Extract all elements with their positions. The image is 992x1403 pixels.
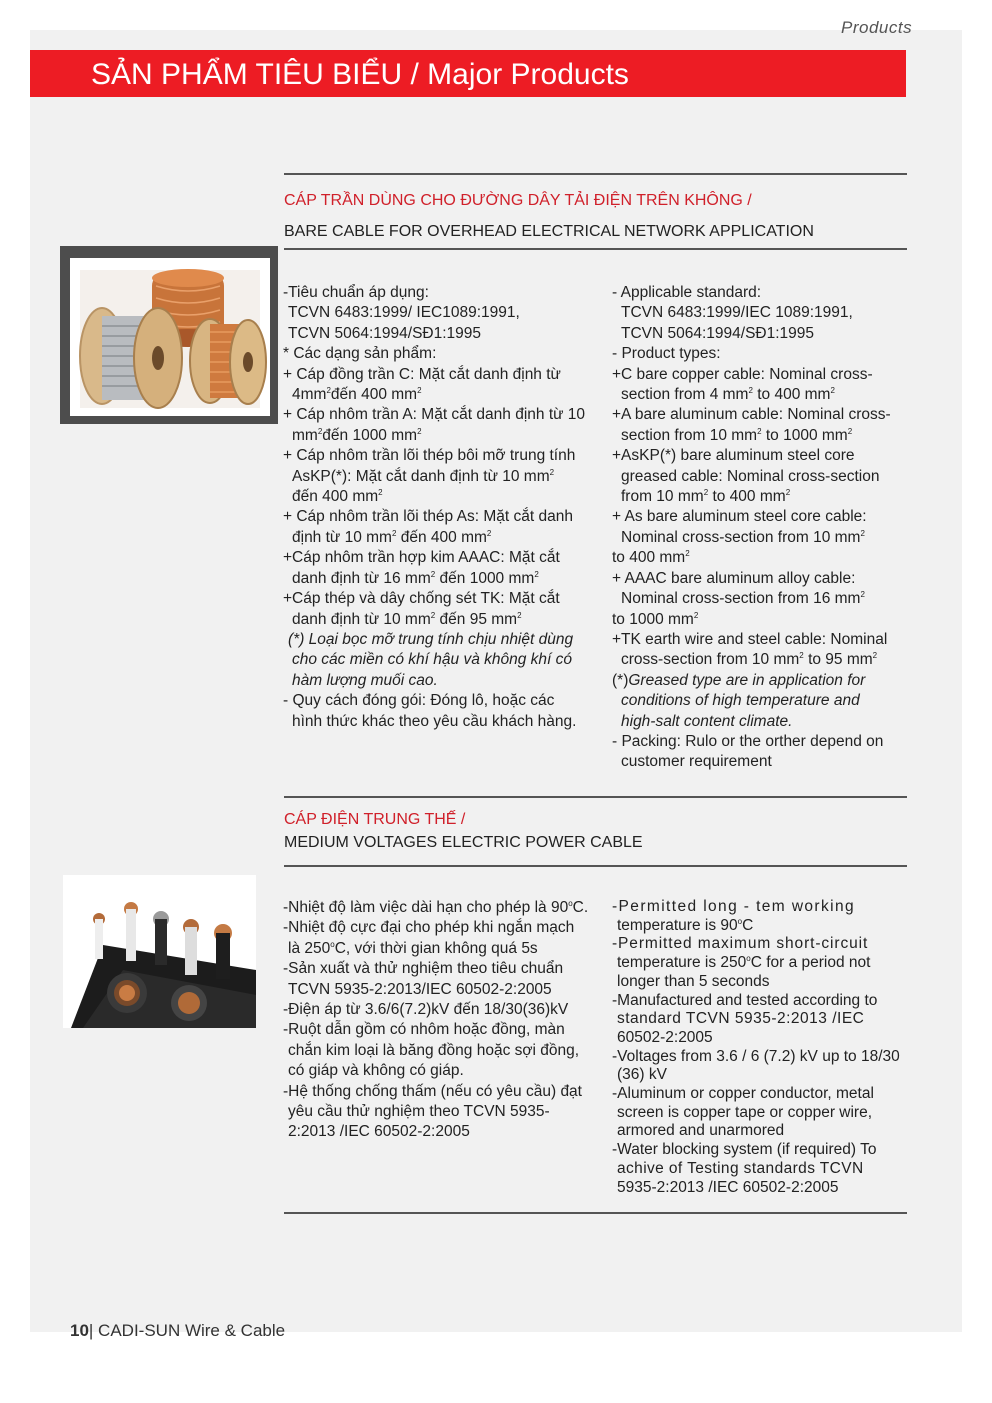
section-divider — [284, 248, 907, 250]
text-line: + Cáp nhôm trần A: Mặt cắt danh định từ 10 — [283, 406, 586, 424]
text-line: - Packing: Rulo or the orther depend on — [612, 732, 884, 750]
text-line: đến 95 mm — [439, 610, 518, 628]
text-line: -Hệ thống chống thấm (nếu có yêu cầu) đạt — [283, 1082, 582, 1100]
text-line: Nominal cross-section from 16 mm — [621, 590, 861, 608]
superscript: o — [330, 939, 335, 949]
text-line: -Nhiệt độ làm việc dài hạn cho phép là 90 — [283, 899, 569, 916]
text-line — [612, 405, 907, 425]
text-line: -Sản xuất và thử nghiệm theo tiêu chuẩn — [283, 960, 564, 978]
text-line: danh định từ 10 mm — [292, 610, 431, 628]
text-line: C. — [572, 899, 589, 916]
running-head: Products — [841, 18, 913, 37]
text-line — [612, 324, 907, 344]
superscript: 2 — [872, 651, 878, 661]
text-line: - Quy cách đóng gói: Đóng lô, hoặc các — [283, 692, 555, 710]
text-line — [612, 1122, 907, 1141]
text-line — [612, 732, 907, 752]
text-line: 5935-2:2013 /IEC 60502-2:2005 — [617, 1178, 839, 1196]
text-line: to 400 mm — [612, 549, 686, 567]
text-line: -Permitted long - tem working — [612, 898, 856, 915]
text-line — [612, 446, 907, 466]
text-line: đến 400 mm — [400, 528, 487, 546]
text-line — [283, 507, 596, 527]
text-line — [612, 1141, 907, 1160]
superscript: 2 — [326, 386, 331, 396]
text-line — [283, 426, 596, 446]
text-line: đến 400 mm — [292, 488, 379, 506]
page-title-bar — [30, 50, 906, 97]
text-line — [612, 1048, 907, 1067]
text-line: screen is copper tape or copper wire, — [617, 1103, 873, 1121]
text-line — [612, 752, 907, 772]
text-line: section from 4 mm — [621, 386, 749, 404]
text-line: chắn kim loại là băng đồng hoặc sợi đồng, — [288, 1041, 580, 1059]
superscript: o — [568, 899, 573, 908]
text-line: +A bare aluminum cable: Nominal cross- — [612, 406, 891, 424]
text-line: from 10 mm — [621, 488, 704, 506]
text-line: achive of Testing standards TCVN — [617, 1159, 864, 1177]
text-line: -Tiêu chuẩn áp dụng: — [283, 284, 429, 301]
text-line: định từ 10 mm — [292, 528, 392, 546]
text-line: + Cáp nhôm trần lõi thép bôi mỡ trung tính — [283, 447, 576, 465]
text-line — [283, 589, 596, 609]
text-line — [612, 569, 907, 589]
text-line: TCVN 5064:1994/SĐ1:1995 — [288, 324, 482, 342]
text-line: mm — [292, 426, 318, 444]
text-line: -Ruột dẫn gồm có nhôm hoặc đồng, màn — [283, 1021, 565, 1039]
section2-title-vn: CÁP ĐIỆN TRUNG THẾ / — [284, 811, 466, 828]
text-line — [612, 1029, 907, 1048]
text-line — [612, 1085, 907, 1104]
superscript: 2 — [391, 528, 397, 538]
text-line — [283, 959, 597, 979]
text-line: high-salt content climate. — [621, 712, 793, 730]
text-line: đến 1000 mm — [322, 426, 418, 444]
text-line — [283, 324, 596, 344]
text-line — [283, 303, 596, 323]
text-line: temperature is 250 — [617, 954, 747, 972]
text-line: to 1000 mm — [765, 426, 848, 444]
text-line: longer than 5 seconds — [617, 972, 770, 990]
text-line — [283, 1020, 597, 1040]
section2-title-en: MEDIUM VOLTAGES ELECTRIC POWER CABLE — [284, 834, 643, 851]
superscript: 2 — [847, 426, 853, 436]
superscript: 2 — [703, 488, 709, 498]
text-line — [612, 467, 907, 487]
page-title: SẢN PHẨM TIÊU BIỂU / Major Products — [91, 58, 629, 91]
text-line — [283, 487, 596, 507]
text-line: section from 10 mm — [621, 426, 758, 444]
text-line: -Nhiệt độ cực đại cho phép khi ngắn mạch — [283, 919, 575, 937]
text-line — [612, 1066, 907, 1085]
text-line: có giáp và không có giáp. — [288, 1062, 464, 1080]
text-line — [612, 992, 907, 1011]
text-line: cross-section from 10 mm — [621, 651, 800, 669]
text-line: là 250 — [288, 939, 331, 957]
text-line: -Manufactured and tested according to — [612, 991, 878, 1009]
superscript: 2 — [517, 610, 522, 620]
text-line — [612, 426, 907, 446]
text-line — [612, 507, 907, 527]
superscript: 2 — [317, 426, 323, 436]
text-line — [283, 898, 597, 918]
superscript: 2 — [799, 651, 804, 661]
text-line: hình thức khác theo yêu cầu khách hàng. — [292, 712, 577, 730]
text-line: + Cáp nhôm trần lõi thép As: Mặt cắt danh — [283, 508, 573, 526]
text-line — [612, 712, 907, 732]
text-line — [612, 954, 907, 973]
text-line: 60502-2:2005 — [617, 1028, 713, 1046]
text-line — [612, 898, 907, 917]
superscript: o — [746, 954, 751, 964]
text-line — [283, 630, 596, 650]
text-line — [612, 487, 907, 507]
section-divider — [284, 1212, 907, 1214]
text-line: yêu cầu thử nghiệm theo TCVN 5935- — [288, 1103, 550, 1121]
text-line: Nominal cross-section from 10 mm — [621, 528, 861, 546]
text-line: TCVN 5064:1994/SĐ1:1995 — [621, 324, 815, 342]
text-line: temperature is 90 — [617, 916, 738, 934]
text-line — [283, 1122, 597, 1142]
text-line — [283, 344, 596, 364]
text-line — [283, 939, 597, 959]
text-line — [612, 1160, 907, 1179]
text-line — [612, 935, 907, 954]
text-line: -Điện áp từ 3.6/6(7.2)kV đến 18/30(36)kV — [283, 1001, 569, 1019]
text-line — [612, 589, 907, 609]
text-line: +TK earth wire and steel cable: Nominal — [612, 630, 888, 648]
text-line: 4mm — [292, 386, 327, 404]
text-line: +C bare copper cable: Nominal cross- — [612, 365, 873, 383]
text-line: to 400 mm — [757, 386, 831, 404]
text-line — [283, 405, 596, 425]
bare-cable-image — [60, 246, 278, 424]
text-line: - Product types: — [612, 345, 721, 363]
text-line: greased cable: Nominal cross-section — [621, 467, 880, 485]
text-line: conditions of high temperature and — [621, 692, 860, 710]
power-cable-illustration — [63, 875, 256, 1028]
superscript: 2 — [549, 467, 555, 477]
text-line: Greased type are in application for — [628, 671, 866, 689]
text-line — [283, 712, 596, 732]
text-line — [283, 446, 596, 466]
superscript: 2 — [417, 386, 422, 396]
text-line: to 1000 mm — [612, 610, 694, 628]
text-line: -Water blocking system (if required) To — [612, 1141, 877, 1159]
text-line — [612, 303, 907, 323]
text-line — [283, 528, 596, 548]
text-line: C for a period not — [750, 954, 871, 972]
text-line — [612, 973, 907, 992]
superscript: 2 — [757, 426, 762, 436]
text-line — [612, 528, 907, 548]
text-line: -Aluminum or copper conductor, metal — [612, 1085, 874, 1103]
text-line: C, với thời gian không quá 5s — [334, 939, 538, 957]
superscript: 2 — [785, 488, 791, 498]
text-line: đến 400 mm — [330, 386, 418, 404]
section1-title-en: BARE CABLE FOR OVERHEAD ELECTRICAL NETWORK APPLICATION — [284, 223, 814, 240]
text-line — [612, 344, 907, 364]
section-divider — [284, 865, 907, 867]
text-line — [283, 1102, 597, 1122]
text-line — [612, 548, 907, 568]
text-line: standard TCVN 5935-2:2013 /IEC — [617, 1010, 865, 1028]
section1-title-vn: CÁP TRẦN DÙNG CHO ĐƯỜNG DÂY TẢI ĐIỆN TRÊN KHÔNG / — [284, 192, 752, 209]
text-line: C — [742, 916, 754, 934]
superscript: 2 — [417, 426, 422, 436]
text-line — [283, 569, 596, 589]
superscript: 2 — [534, 569, 539, 579]
text-line — [612, 691, 907, 711]
text-line: armored and unarmored — [617, 1122, 785, 1140]
text-line — [612, 671, 907, 691]
text-line: (*) — [612, 671, 629, 689]
superscript: o — [737, 916, 743, 926]
superscript: 2 — [378, 488, 383, 498]
text-line: + Cáp đồng trần C: Mặt cắt danh định từ — [283, 365, 561, 383]
text-line — [283, 467, 596, 487]
text-line — [612, 917, 907, 936]
text-line — [283, 1082, 597, 1102]
text-line: đến 1000 mm — [439, 569, 535, 587]
text-line — [283, 1061, 597, 1081]
text-line — [283, 691, 596, 711]
superscript: 2 — [486, 528, 492, 538]
superscript: 2 — [685, 549, 690, 559]
text-line — [283, 650, 596, 670]
text-line: TCVN 5935-2:2013/IEC 60502-2:2005 — [288, 980, 552, 998]
medium-voltage-cable-image — [63, 875, 256, 1028]
text-line: -Permitted maximum short-circuit — [612, 935, 869, 953]
page-number: 10 — [70, 1321, 89, 1340]
page — [30, 18, 962, 1340]
superscript: 2 — [860, 590, 865, 600]
text-line — [283, 1000, 597, 1020]
text-line — [612, 1010, 907, 1029]
text-line — [612, 610, 907, 630]
text-line: 2:2013 /IEC 60502-2:2005 — [288, 1123, 470, 1141]
text-line — [612, 650, 907, 670]
text-line: TCVN 6483:1999/ IEC1089:1991, — [288, 304, 520, 322]
section1-vn-column — [283, 283, 596, 732]
text-line: -Voltages from 3.6 / 6 (7.2) kV up to 18/30 — [612, 1047, 900, 1065]
section2-vn-column — [283, 898, 597, 1143]
text-line — [612, 385, 907, 405]
vn-standard-label — [283, 283, 596, 303]
text-line — [283, 671, 596, 691]
text-line: + AAAC bare aluminum alloy cable: — [612, 569, 856, 587]
text-line — [283, 980, 597, 1000]
superscript: 2 — [860, 528, 865, 538]
text-line — [283, 918, 597, 938]
section2-en-column — [612, 898, 907, 1197]
text-line — [612, 365, 907, 385]
superscript: 2 — [830, 386, 835, 396]
section1-en-column — [612, 283, 907, 773]
text-line: to 95 mm — [808, 651, 873, 669]
section-divider — [284, 796, 907, 798]
text-line: customer requirement — [621, 753, 772, 771]
text-line: +Cáp nhôm trần hợp kim AAAC: Mặt cắt — [283, 549, 560, 567]
text-line: to 400 mm — [712, 488, 786, 506]
text-line: TCVN 6483:1999/IEC 1089:1991, — [621, 304, 853, 322]
text-line: (*) Loại bọc mỡ trung tính chịu nhiệt dùng — [288, 630, 574, 648]
text-line: +Cáp thép và dây chống sét TK: Mặt cắt — [283, 590, 560, 608]
text-line: * Các dạng sản phẩm: — [283, 345, 437, 363]
text-line — [612, 1179, 907, 1198]
text-line — [612, 630, 907, 650]
text-line — [612, 283, 907, 303]
text-line: + As bare aluminum steel core cable: — [612, 508, 867, 526]
text-line — [283, 365, 596, 385]
text-line — [283, 385, 596, 405]
superscript: 2 — [693, 610, 699, 620]
text-line — [283, 548, 596, 568]
cable-reel-illustration — [60, 246, 278, 424]
text-line — [612, 1104, 907, 1123]
text-line: cho các miền có khí hậu và không khí có — [292, 651, 573, 669]
text-line — [283, 610, 596, 630]
text-line: +AsKP(*) bare aluminum steel core — [612, 447, 855, 465]
text-line: (36) kV — [617, 1066, 667, 1084]
superscript: 2 — [430, 610, 436, 620]
text-line: danh định từ 16 mm — [292, 569, 431, 587]
text-line: - Applicable standard: — [612, 284, 762, 301]
section-divider — [284, 173, 907, 175]
text-line — [283, 1041, 597, 1061]
superscript: 2 — [748, 386, 753, 396]
superscript: 2 — [430, 569, 436, 579]
text-line: hàm lượng muối cao. — [292, 671, 438, 689]
text-line: AsKP(*): Mặt cắt danh định từ 10 mm — [292, 467, 550, 485]
footer-company: | CADI-SUN Wire & Cable — [88, 1321, 286, 1340]
page-footer — [70, 1321, 285, 1341]
